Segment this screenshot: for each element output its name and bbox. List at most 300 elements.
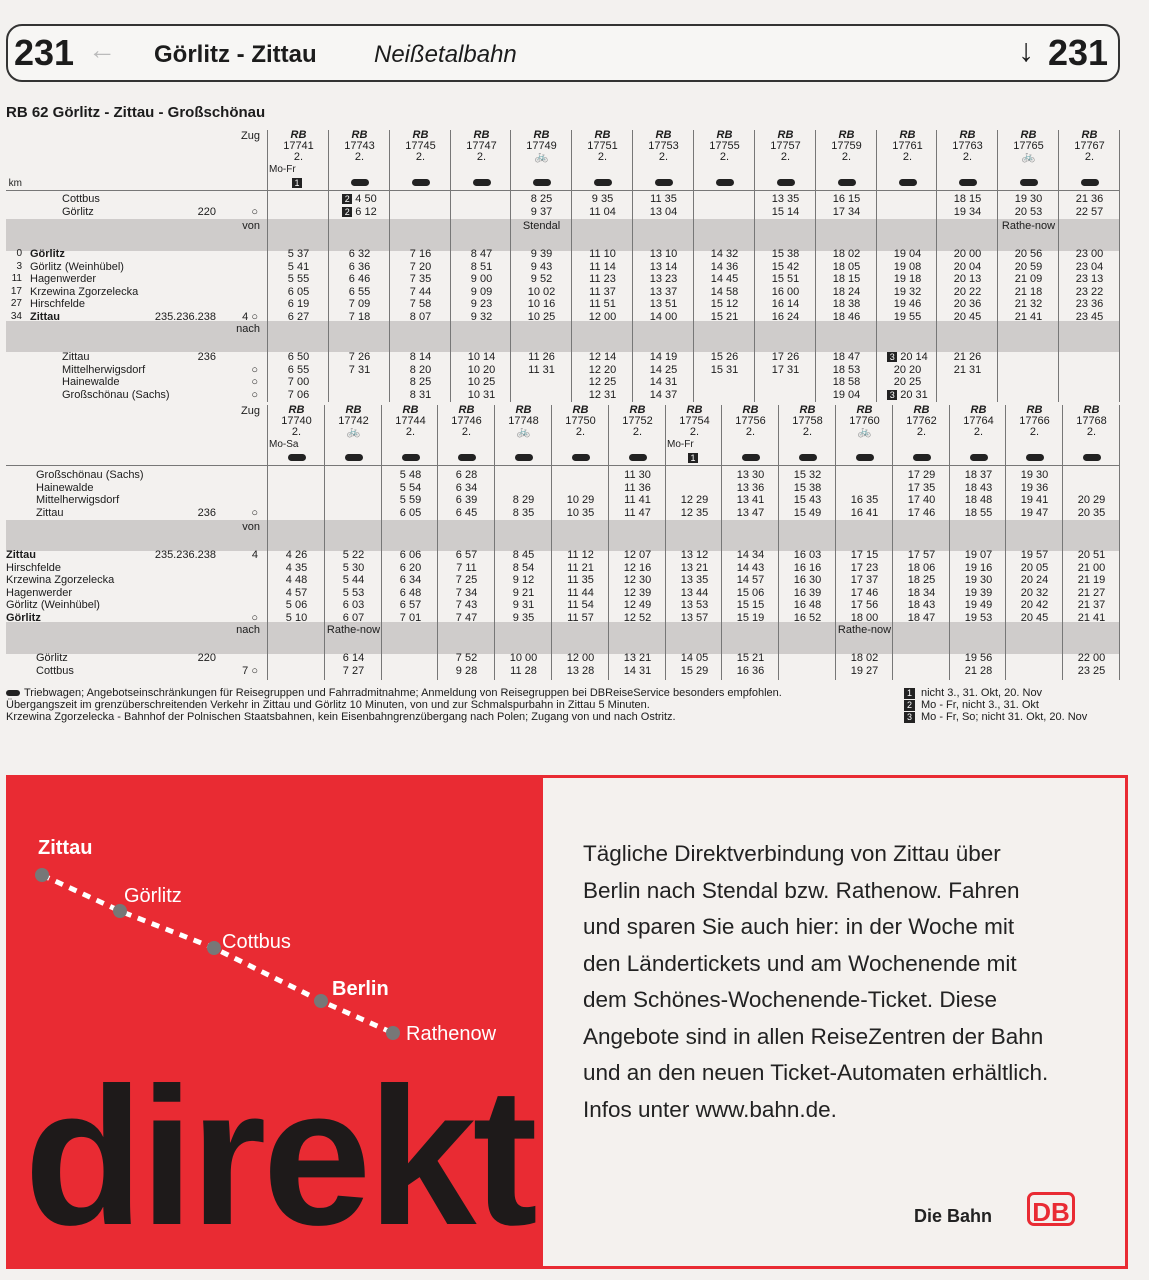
time-cell: 18 47 (907, 611, 936, 624)
time-cell: 17 46 (850, 586, 879, 599)
station-name: Mittelherwigsdorf (62, 363, 146, 376)
train-header (722, 405, 779, 438)
time-cell: 15 38 (771, 248, 800, 260)
time-cell: 12 00 (566, 652, 595, 664)
time-cell: 20 13 (953, 273, 982, 285)
time-cell: 4 26 (285, 549, 308, 561)
time-cell: 7 01 (399, 611, 422, 624)
time-cell: 9 35 (591, 193, 614, 205)
train-type: RB (351, 129, 368, 141)
time-cell: 8 14 (409, 351, 432, 363)
time-cell: 17 35 (907, 481, 936, 494)
time-cell: 6 20 (399, 561, 422, 574)
train-type: RB (1026, 404, 1043, 416)
train-class: 2. (962, 151, 973, 163)
time-cell: 18 55 (964, 506, 993, 519)
time-cell: 21 27 (1077, 586, 1106, 599)
km-value: 34 (10, 310, 22, 322)
time-cell: 6 07 (342, 611, 365, 624)
train-icon-cell (779, 452, 836, 464)
col-separator (381, 405, 382, 680)
bicycle-icon: 🚲 (1021, 151, 1036, 163)
time-cell: 17 34 (832, 205, 861, 218)
map-dot-rathenow (386, 1026, 400, 1040)
time-cell (329, 193, 390, 205)
col-separator (721, 405, 722, 680)
train-type: RB (473, 129, 490, 141)
table-row (6, 298, 1120, 311)
time-cell: 15 42 (771, 260, 800, 273)
train-icon-cell (633, 177, 694, 189)
time-cell: 16 41 (850, 506, 879, 519)
time-cell: 19 56 (964, 652, 993, 664)
railcar-icon (1081, 179, 1099, 186)
col-separator (494, 405, 495, 680)
footnote-mark: 1 (292, 178, 302, 188)
train-icon-cell (329, 177, 390, 189)
col-separator (835, 405, 836, 680)
time-cell: 6 32 (348, 248, 371, 260)
railcar-icon (458, 454, 476, 461)
train-type: RB (970, 404, 987, 416)
time-cell: 5 10 (285, 611, 308, 624)
train-number: 17747 (466, 140, 497, 152)
time-cell: 9 39 (530, 248, 553, 260)
time-cell: 19 07 (964, 549, 993, 561)
time-cell: 5 22 (342, 549, 365, 561)
table-row (6, 587, 1120, 600)
time-cell: 14 19 (649, 351, 678, 363)
time-value: 6 12 (355, 205, 377, 218)
km-value: 27 (10, 298, 22, 309)
time-cell: 7 11 (456, 561, 477, 574)
table-row (6, 494, 1120, 507)
time-cell: 10 31 (467, 388, 496, 401)
shaded-band (6, 622, 1120, 654)
train-icon-cell (893, 452, 950, 464)
train-number: 17741 (283, 140, 314, 152)
train-class: 2. (719, 151, 730, 163)
time-cell: 11 54 (567, 599, 594, 611)
table-row (6, 652, 1120, 665)
station-name: Hainewalde (62, 376, 120, 389)
railcar-icon (402, 454, 420, 461)
station-mark: 7 ○ (242, 664, 258, 677)
time-cell: 18 02 (850, 652, 879, 664)
train-class: 2. (916, 426, 927, 438)
col-separator (1119, 405, 1120, 680)
time-cell: 6 27 (287, 310, 310, 323)
time-cell: 6 36 (348, 260, 371, 273)
line-ref: 220 (197, 652, 216, 664)
time-cell: 11 35 (650, 193, 677, 205)
train-number: 17745 (405, 140, 436, 152)
city-goerlitz: Görlitz (124, 885, 182, 907)
time-cell: 6 50 (287, 351, 310, 363)
time-cell: 13 12 (680, 549, 709, 561)
train-icon-cell (755, 177, 816, 189)
train-class: 2. (597, 151, 608, 163)
train-header (572, 130, 633, 163)
time-cell: 13 47 (736, 506, 765, 519)
table-row (6, 389, 1120, 402)
time-cell: 5 37 (287, 248, 310, 260)
footnote-mark: 3 (887, 352, 897, 362)
station-name: Hagenwerder (30, 273, 97, 285)
time-cell: 13 51 (649, 298, 678, 310)
col-separator (551, 405, 552, 680)
time-value: 20 14 (900, 351, 928, 363)
time-cell: 11 26 (528, 351, 555, 363)
train-icon-cell (268, 177, 329, 189)
time-cell: 7 00 (287, 376, 310, 389)
station-mark: ○ (251, 205, 258, 218)
time-cell: 14 57 (736, 574, 765, 586)
train-icon-cell (511, 177, 572, 189)
footnote-1: 1 nicht 3., 31. Okt, 20. Nov (904, 687, 1124, 699)
station-name: Zittau (30, 310, 60, 323)
time-cell: 6 57 (399, 599, 422, 611)
train-type: RB (799, 404, 816, 416)
time-cell: 15 49 (793, 506, 822, 519)
time-cell: 12 31 (588, 388, 617, 401)
train-type: RB (412, 129, 429, 141)
time-cell: 12 30 (623, 574, 652, 586)
train-class: 2. (291, 426, 302, 438)
time-cell: 8 45 (512, 549, 535, 561)
railcar-icon (594, 179, 612, 186)
time-cell: 13 41 (736, 494, 765, 507)
time-cell: 16 39 (793, 586, 822, 599)
time-cell: 11 12 (567, 549, 594, 561)
railcar-icon (351, 179, 369, 186)
time-cell: 11 10 (589, 248, 616, 260)
train-header (268, 130, 329, 163)
time-cell: 11 31 (528, 363, 555, 376)
col-separator (1062, 405, 1063, 680)
table-row (6, 507, 1120, 520)
col-separator (892, 405, 893, 680)
train-header (877, 130, 938, 163)
time-cell: 10 35 (566, 506, 595, 519)
time-cell: 15 21 (710, 310, 739, 323)
table-row (6, 311, 1120, 324)
time-cell: 19 47 (1020, 506, 1049, 519)
time-cell: 11 51 (589, 298, 616, 310)
train-icon-cell (572, 177, 633, 189)
table-row (6, 261, 1120, 274)
time-cell: 7 16 (409, 248, 432, 260)
time-cell: 10 02 (527, 285, 556, 298)
table-row (6, 612, 1120, 625)
train-number: 17766 (1019, 415, 1050, 427)
time-cell: 19 53 (964, 611, 993, 624)
railcar-icon (473, 179, 491, 186)
time-cell: 6 14 (342, 652, 365, 664)
time-cell: 21 26 (953, 351, 982, 363)
time-cell: 20 32 (1020, 586, 1049, 599)
table-row (6, 248, 1120, 261)
time-cell: 18 02 (832, 248, 861, 260)
time-cell: 5 54 (399, 481, 422, 494)
time-cell: 15 26 (710, 351, 739, 363)
train-header (694, 130, 755, 163)
train-type: RB (629, 404, 646, 416)
time-cell: 15 32 (793, 469, 822, 481)
time-cell: 23 22 (1075, 285, 1104, 298)
train-icon-cell (1063, 452, 1120, 464)
time-cell: 6 03 (342, 599, 365, 611)
station-name: Hirschfelde (30, 298, 86, 310)
train-number: 17740 (281, 415, 312, 427)
train-icon-cell (382, 452, 439, 464)
time-cell: 20 45 (1020, 611, 1049, 624)
time-cell: 7 44 (409, 285, 432, 298)
time-cell: 10 00 (509, 652, 538, 664)
time-cell: 23 00 (1075, 248, 1104, 260)
railcar-icon (655, 179, 673, 186)
train-icon-cell (1006, 452, 1063, 464)
time-cell: 17 31 (771, 363, 800, 376)
time-cell: 13 36 (736, 481, 765, 494)
railcar-icon (742, 454, 760, 461)
time-cell: 15 43 (793, 494, 822, 507)
ad-text-panel (543, 778, 1125, 1266)
train-type: RB (1020, 129, 1037, 141)
time-value: 20 31 (900, 388, 928, 401)
time-cell: 5 44 (342, 574, 365, 586)
time-cell: 10 29 (566, 494, 595, 507)
station-name: Mittelherwigsdorf (36, 494, 120, 507)
time-cell: 20 42 (1020, 599, 1049, 611)
km-value: 17 (10, 285, 22, 297)
time-value: 4 50 (355, 193, 377, 205)
time-cell: 9 21 (512, 586, 535, 599)
train-type: RB (1081, 129, 1098, 141)
time-cell: 13 14 (649, 260, 678, 273)
col-separator (949, 405, 950, 680)
railcar-icon (412, 179, 430, 186)
time-cell: 23 25 (1077, 664, 1106, 677)
time-cell: 11 14 (589, 260, 616, 273)
train-number: 17744 (395, 415, 426, 427)
time-cell: 13 57 (680, 611, 709, 624)
time-cell: 19 08 (893, 260, 922, 273)
time-cell: 12 49 (623, 599, 652, 611)
time-cell: 8 51 (470, 260, 493, 273)
time-cell: 5 55 (287, 273, 310, 285)
time-cell: 7 35 (409, 273, 432, 285)
nach-label: nach (236, 323, 260, 335)
train-class: 2. (293, 151, 304, 163)
table-row (6, 376, 1120, 389)
time-cell: 21 36 (1075, 193, 1104, 205)
train-type: RB (402, 404, 419, 416)
railcar-icon (6, 690, 20, 696)
time-cell: 11 35 (567, 574, 594, 586)
train-header (1063, 405, 1120, 438)
station-name: Görlitz (6, 611, 41, 624)
train-class: 2. (1029, 426, 1040, 438)
time-cell: 18 48 (964, 494, 993, 507)
time-cell: 18 15 (832, 273, 861, 285)
train-icon-cell (268, 452, 325, 464)
table-row (6, 351, 1120, 364)
rule (6, 190, 1120, 191)
shaded-band (6, 321, 1120, 352)
time-cell: 20 56 (1014, 248, 1043, 260)
time-cell: 8 47 (470, 248, 493, 260)
time-cell: 19 36 (1020, 481, 1049, 494)
time-cell: 14 45 (710, 273, 739, 285)
train-type: RB (290, 129, 307, 141)
time-cell: 11 28 (510, 664, 537, 677)
train-class: 2. (354, 151, 365, 163)
table-row (6, 665, 1120, 678)
time-cell: 9 00 (470, 273, 493, 285)
time-cell: 6 39 (455, 494, 478, 507)
footnote-mark: 2 (342, 194, 352, 204)
time-cell: 21 00 (1077, 561, 1106, 574)
train-type: RB (959, 129, 976, 141)
station-name: Großschönau (Sachs) (62, 388, 170, 401)
time-cell: 14 58 (710, 285, 739, 298)
train-icon-cell (816, 177, 877, 189)
train-number: 17748 (508, 415, 539, 427)
train-type: RB (458, 404, 475, 416)
railcar-icon (533, 179, 551, 186)
city-cottbus: Cottbus (222, 931, 291, 953)
time-cell: 11 23 (589, 273, 616, 285)
time-cell: 4 35 (285, 561, 308, 574)
time-cell: 14 31 (649, 376, 678, 389)
time-cell (877, 389, 938, 401)
time-cell: 17 26 (771, 351, 800, 363)
time-cell: 15 38 (793, 481, 822, 494)
bicycle-icon: 🚲 (346, 426, 361, 438)
train-class: 2. (658, 151, 669, 163)
time-cell: 6 57 (455, 549, 478, 561)
city-zittau: Zittau (38, 837, 93, 859)
train-header (511, 130, 572, 163)
time-cell: 10 25 (527, 310, 556, 323)
time-cell: 8 54 (512, 561, 535, 574)
train-icon-cell (877, 177, 938, 189)
time-cell: 17 23 (850, 561, 879, 574)
railcar-icon (515, 454, 533, 461)
time-cell: 6 55 (287, 363, 310, 376)
time-cell: 19 46 (893, 298, 922, 310)
station-mark: ○ (251, 506, 258, 519)
time-cell: 17 15 (850, 549, 879, 561)
time-cell: 19 16 (964, 561, 993, 574)
time-cell: 16 14 (771, 298, 800, 310)
railcar-icon (899, 179, 917, 186)
time-cell: 19 39 (964, 586, 993, 599)
railcar-icon (856, 454, 874, 461)
time-cell: 13 37 (649, 285, 678, 298)
time-cell: 19 49 (964, 599, 993, 611)
station-name: Zittau (36, 506, 64, 519)
train-header (552, 405, 609, 438)
railcar-icon (1026, 454, 1044, 461)
line-ref: 235.236.238 (154, 549, 216, 561)
train-type: RB (594, 129, 611, 141)
train-header (779, 405, 836, 438)
train-icon-cell (694, 177, 755, 189)
train-icon-cell (836, 452, 893, 464)
col-separator (665, 405, 666, 680)
station-mark: 4 ○ (242, 310, 258, 323)
train-type: RB (288, 404, 305, 416)
station-name: Zittau (62, 351, 90, 363)
time-cell: 21 19 (1077, 574, 1106, 586)
train-number: 17746 (451, 415, 482, 427)
train-number: 17757 (770, 140, 801, 152)
time-cell: 8 25 (530, 193, 553, 205)
time-cell: 23 04 (1075, 260, 1104, 273)
train-number: 17765 (1013, 140, 1044, 152)
time-cell: 12 25 (588, 376, 617, 389)
station-name: Görlitz (Weinhübel) (30, 260, 124, 273)
station-name: Hirschfelde (6, 561, 62, 574)
train-number: 17753 (648, 140, 679, 152)
time-cell: 21 32 (1014, 298, 1043, 310)
time-cell: 9 28 (455, 664, 478, 677)
station-name: Krzewina Zgorzelecka (30, 285, 139, 298)
time-cell: 22 00 (1077, 652, 1106, 664)
train-number: 17743 (344, 140, 375, 152)
station-name: Görlitz (30, 248, 65, 260)
train-icon-cell (722, 452, 779, 464)
km-value: 0 (16, 248, 22, 259)
train-header (937, 130, 998, 163)
time-cell: 8 31 (409, 388, 432, 401)
time-cell: 9 12 (512, 574, 535, 586)
train-number: 17750 (565, 415, 596, 427)
train-header (816, 130, 877, 163)
train-number: 17749 (526, 140, 557, 152)
train-icon-cell (552, 452, 609, 464)
train-number: 17767 (1074, 140, 1105, 152)
line-name: Neißetalbahn (374, 41, 517, 68)
train-type: RB (913, 404, 930, 416)
station-mark: ○ (251, 611, 258, 624)
time-cell: 11 04 (589, 205, 616, 218)
time-cell: 18 34 (907, 586, 936, 599)
railcar-icon (970, 454, 988, 461)
time-cell: 13 35 (680, 574, 709, 586)
col-separator (1005, 405, 1006, 680)
time-cell: 16 24 (771, 310, 800, 323)
station-mark: ○ (251, 388, 258, 401)
time-cell: 12 29 (680, 494, 709, 507)
train-class: 2. (689, 426, 700, 438)
time-cell: 16 16 (793, 561, 822, 574)
time-cell: 13 35 (771, 193, 800, 205)
time-cell: 4 57 (285, 586, 308, 599)
time-cell: 12 35 (680, 506, 709, 519)
train-number: 17742 (338, 415, 369, 427)
time-cell: 14 34 (736, 549, 765, 561)
time-cell: 11 36 (624, 481, 651, 494)
time-cell: 20 24 (1020, 574, 1049, 586)
train-number: 17762 (906, 415, 937, 427)
zug-label: Zug (241, 130, 260, 142)
rule (6, 465, 1120, 466)
time-cell: 17 46 (907, 506, 936, 519)
time-cell: 15 14 (771, 205, 800, 218)
